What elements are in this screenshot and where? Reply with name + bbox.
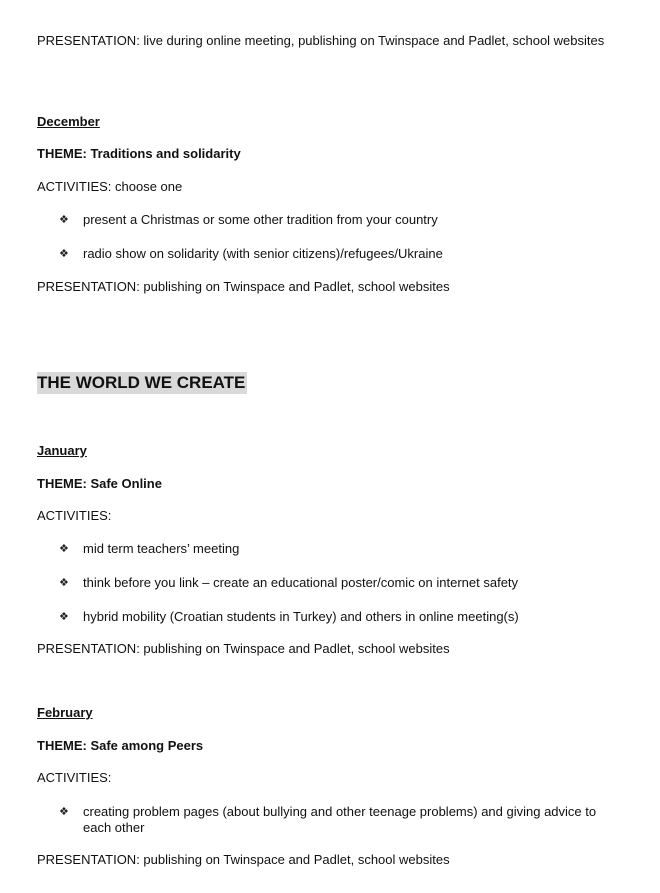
list-item-text: mid term teachers’ meeting [83, 541, 240, 556]
month-heading-december: December [37, 114, 100, 129]
top-presentation [37, 33, 627, 49]
theme-february: THEME: Safe among Peers [37, 738, 204, 753]
list-item [59, 804, 599, 836]
list-item-text: radio show on solidarity (with senior citizens)/refugees/Ukraine [83, 246, 443, 261]
month-heading-january: January [37, 443, 87, 458]
list-item [59, 541, 619, 557]
document-page [37, 0, 627, 893]
list-item [59, 575, 619, 591]
diamond-bullet-icon: ❖ [59, 611, 69, 623]
activities-january: ACTIVITIES: [37, 508, 112, 523]
presentation-january: PRESENTATION: publishing on Twinspace and Padlet, school websites [37, 641, 450, 656]
presentation-february: PRESENTATION: publishing on Twinspace and Padlet, school websites [37, 852, 450, 867]
presentation-text: PRESENTATION: live during online meeting, publishing on Twinspace and Padlet, school websites [37, 33, 605, 48]
list-item [59, 212, 619, 228]
list-item-text: think before you link – create an educational poster/comic on internet safety [83, 575, 519, 590]
list-item-text: present a Christmas or some other tradition from your country [83, 212, 438, 227]
activities-december: ACTIVITIES: choose one [37, 179, 183, 194]
list-item-text: creating problem pages (about bullying and other teenage problems) and giving advice to each other [83, 804, 597, 835]
list-item-text: hybrid mobility (Croatian students in Turkey) and others in online meeting(s) [83, 609, 519, 624]
theme-january: THEME: Safe Online [37, 476, 162, 491]
diamond-bullet-icon: ❖ [59, 806, 69, 818]
section-title [37, 372, 627, 394]
diamond-bullet-icon: ❖ [59, 214, 69, 226]
list-item [59, 246, 619, 262]
theme-december: THEME: Traditions and solidarity [37, 146, 241, 161]
diamond-bullet-icon: ❖ [59, 248, 69, 260]
diamond-bullet-icon: ❖ [59, 543, 69, 555]
section-title-text: THE WORLD WE CREATE [37, 373, 246, 392]
presentation-december: PRESENTATION: publishing on Twinspace and Padlet, school websites [37, 279, 450, 294]
month-heading-february: February [37, 705, 93, 720]
diamond-bullet-icon: ❖ [59, 577, 69, 589]
activities-february: ACTIVITIES: [37, 770, 112, 785]
list-item [59, 609, 619, 625]
